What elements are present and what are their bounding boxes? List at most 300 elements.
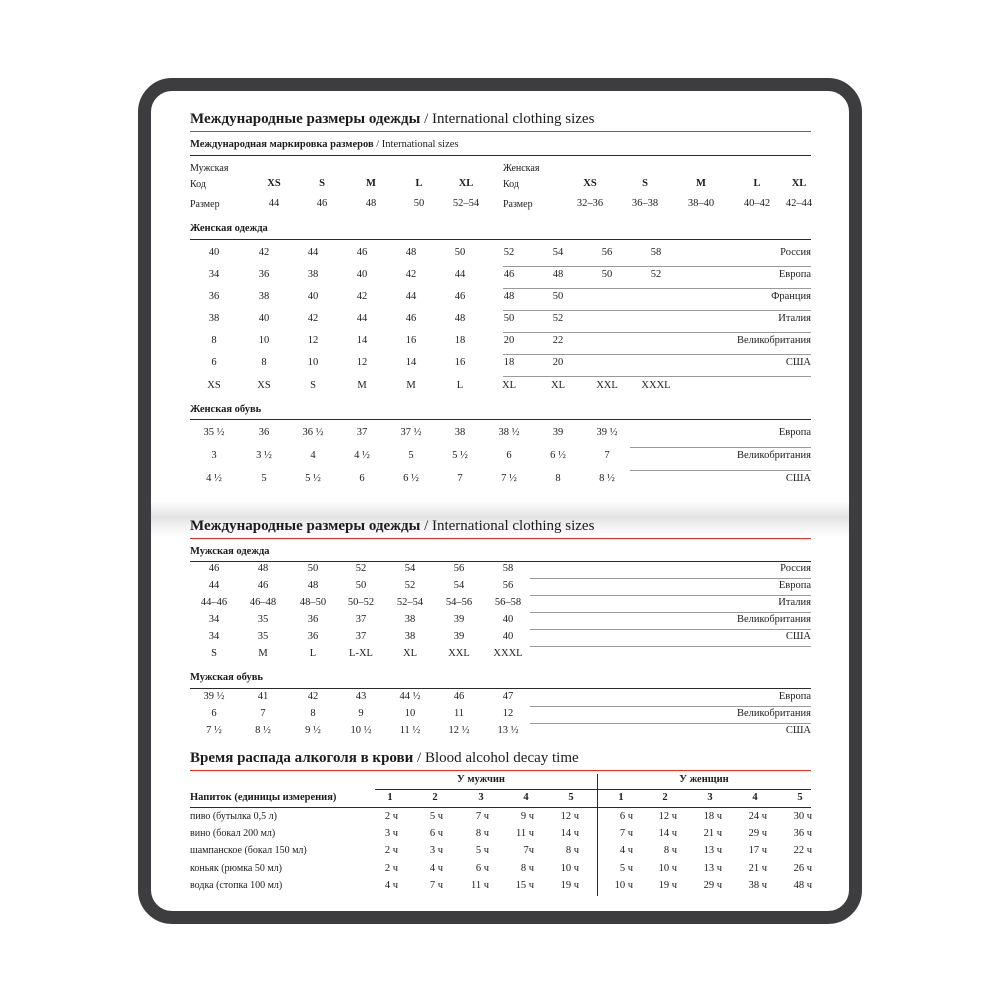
women-shoes-cell: 3: [211, 450, 217, 461]
women-size: 42–44: [785, 198, 813, 209]
men-shoes-cell: 7: [260, 708, 266, 719]
men-time: 4 ч: [429, 863, 443, 874]
men-time: 8 ч: [520, 863, 534, 874]
country-label: Россия: [780, 563, 811, 574]
country-label: Европа: [778, 269, 811, 280]
men-clothing-cell: 39: [453, 614, 465, 625]
men-shoes-cell: 44 ½: [399, 691, 421, 702]
women-time: 13 ч: [703, 863, 722, 874]
women-clothing-cell: 46: [356, 247, 368, 258]
women-shoes-cell: 38: [454, 427, 466, 438]
country-label: Европа: [778, 580, 811, 591]
women-clothing-cell: 38: [258, 291, 270, 302]
women-clothing-heading: Женская одежда: [190, 223, 268, 234]
men-clothing-cell: 37: [355, 631, 367, 642]
country-label: США: [785, 357, 811, 368]
row-divider: [530, 578, 811, 579]
men-shoes-cell: 10 ½: [350, 725, 372, 736]
women-unit-header: 3: [707, 792, 713, 803]
women-time: 7 ч: [619, 828, 633, 839]
women-time: 8 ч: [663, 845, 677, 856]
row-divider: [503, 376, 811, 377]
women-clothing-cell: 16: [454, 357, 466, 368]
men-clothing-cell: 40: [502, 631, 514, 642]
alcohol-title: [190, 750, 579, 767]
women-time: 17 ч: [748, 845, 767, 856]
women-size: 36–38: [631, 198, 659, 209]
women-clothing-cell: 20: [503, 335, 515, 346]
men-shoes-cell: 10: [404, 708, 416, 719]
women-shoes-cell: 37: [356, 427, 368, 438]
section1-title-en: / International clothing sizes: [420, 111, 595, 127]
row-divider: [530, 629, 811, 630]
women-shoes-cell: 6: [359, 473, 365, 484]
women-shoes-cell: 5: [408, 450, 414, 461]
men-clothing-cell: 38: [404, 614, 416, 625]
country-label: Франция: [771, 291, 811, 302]
country-label: Европа: [778, 691, 811, 702]
row-divider: [530, 612, 811, 613]
women-time: 38 ч: [748, 880, 767, 891]
women-clothing-cell: 48: [552, 269, 564, 280]
country-label: Европа: [778, 427, 811, 438]
women-shoes-cell: 36 ½: [302, 427, 324, 438]
women-clothing-cell: 36: [258, 269, 270, 280]
men-time: 8 ч: [565, 845, 579, 856]
country-label: США: [785, 473, 811, 484]
women-clothing-cell: 6: [211, 357, 217, 368]
row-divider: [530, 646, 811, 647]
drink-label: вино (бокал 200 мл): [190, 828, 276, 839]
alcohol-header-rule: [190, 807, 811, 808]
women-size: 40–42: [743, 198, 771, 209]
men-time: 7 ч: [475, 811, 489, 822]
men-clothing-cell: 39: [453, 631, 465, 642]
section1-title-rule: [190, 131, 811, 132]
men-clothing-cell: 56: [453, 563, 465, 574]
women-size: 32–36: [576, 198, 604, 209]
men-shoes-heading: Мужская обувь: [190, 672, 263, 683]
men-clothing-cell: XL: [403, 648, 417, 659]
women-clothing-cell: XXXL: [641, 380, 671, 391]
women-clothing-cell: 46: [405, 313, 417, 324]
men-size: 50: [413, 198, 425, 209]
women-time: 36 ч: [793, 828, 812, 839]
men-clothing-cell: 46: [257, 580, 269, 591]
women-clothing-cell: 38: [208, 313, 220, 324]
women-clothing-cell: 10: [258, 335, 270, 346]
women-code: M: [696, 178, 706, 189]
women-label: Женская: [503, 163, 540, 174]
country-label: Великобритания: [737, 708, 811, 719]
section2-title-en: / International clothing sizes: [420, 518, 595, 534]
men-clothing-cell: 52: [355, 563, 367, 574]
men-time: 7 ч: [429, 880, 443, 891]
women-clothing-cell: 44: [405, 291, 417, 302]
men-clothing-cell: 52: [404, 580, 416, 591]
women-clothing-cell: 36: [208, 291, 220, 302]
men-time: 11 ч: [515, 828, 534, 839]
intl-sizes-heading-ru: Международная маркировка размеров: [190, 139, 374, 150]
men-time: 3 ч: [384, 828, 398, 839]
women-clothing-cell: XS: [257, 380, 271, 391]
country-label: Великобритания: [737, 450, 811, 461]
men-time: 6 ч: [429, 828, 443, 839]
country-label: США: [785, 725, 811, 736]
men-clothing-cell: 50: [307, 563, 319, 574]
women-clothing-cell: 22: [552, 335, 564, 346]
men-clothing-cell: 34: [208, 631, 220, 642]
women-clothing-cell: 50: [601, 269, 613, 280]
women-clothing-cell: XL: [502, 380, 516, 391]
women-clothing-cell: 42: [307, 313, 319, 324]
country-label: Россия: [780, 247, 811, 258]
men-shoes-cell: 43: [355, 691, 367, 702]
women-clothing-cell: M: [357, 380, 367, 391]
men-time: 7ч: [523, 845, 534, 856]
men-clothing-cell: L-XL: [349, 648, 373, 659]
men-group-header: У мужчин: [457, 774, 505, 785]
section1-title: [190, 111, 594, 128]
women-clothing-cell: 48: [405, 247, 417, 258]
women-clothing-cell: 38: [307, 269, 319, 280]
men-time: 2 ч: [384, 845, 398, 856]
men-shoes-cell: 9: [358, 708, 364, 719]
women-clothing-cell: 14: [356, 335, 368, 346]
women-clothing-cell: XXL: [596, 380, 618, 391]
men-clothing-cell: 52–54: [396, 597, 424, 608]
women-shoes-cell: 7: [457, 473, 463, 484]
women-clothing-cell: 18: [454, 335, 466, 346]
women-shoes-cell: 7: [604, 450, 610, 461]
row-divider: [530, 723, 811, 724]
men-time: 2 ч: [384, 863, 398, 874]
women-clothing-cell: 52: [552, 313, 564, 324]
women-clothing-cell: 40: [208, 247, 220, 258]
alcohol-title-ru: Время распада алкоголя в крови: [190, 750, 414, 766]
row-divider: [503, 332, 811, 333]
women-clothing-cell: 54: [552, 247, 564, 258]
men-clothing-cell: 37: [355, 614, 367, 625]
men-clothing-cell: L: [309, 648, 317, 659]
women-code: XL: [791, 178, 807, 189]
men-unit-header: 4: [523, 792, 529, 803]
men-time: 6 ч: [475, 863, 489, 874]
men-clothing-cell: 54: [453, 580, 465, 591]
women-clothing-cell: 50: [454, 247, 466, 258]
men-unit-header: 2: [432, 792, 438, 803]
women-clothing-cell: 52: [650, 269, 662, 280]
men-unit-header: 3: [478, 792, 484, 803]
women-clothing-cell: 40: [258, 313, 270, 324]
women-shoes-cell: 37 ½: [400, 427, 422, 438]
drink-label: коньяк (рюмка 50 мл): [190, 863, 283, 874]
country-label: США: [785, 631, 811, 642]
women-unit-header: 4: [752, 792, 758, 803]
men-code: L: [415, 178, 423, 189]
women-time: 19 ч: [658, 880, 677, 891]
women-shoes-cell: 8 ½: [599, 473, 615, 484]
men-time: 8 ч: [475, 828, 489, 839]
drink-label: пиво (бутылка 0,5 л): [190, 811, 277, 822]
row-divider: [530, 595, 811, 596]
row-divider: [503, 354, 811, 355]
women-clothing-cell: 42: [356, 291, 368, 302]
women-unit-header: 1: [618, 792, 624, 803]
men-size: 44: [268, 198, 280, 209]
men-clothing-cell: 58: [502, 563, 514, 574]
women-clothing-cell: 46: [503, 269, 515, 280]
women-shoes-cell: 35 ½: [203, 427, 225, 438]
women-time: 29 ч: [703, 880, 722, 891]
group-header-rule: [375, 789, 811, 790]
men-clothing-cell: 40: [502, 614, 514, 625]
section1-title-ru: Международные размеры одежды: [190, 111, 421, 127]
men-clothing-cell: 48: [307, 580, 319, 591]
women-code: L: [753, 178, 761, 189]
intl-sizes-rule: [190, 155, 811, 156]
men-clothing-cell: 50: [355, 580, 367, 591]
men-size: 52–54: [452, 198, 480, 209]
row-divider: [630, 447, 811, 448]
women-shoes-cell: 6 ½: [550, 450, 566, 461]
men-shoes-cell: 8 ½: [255, 725, 271, 736]
men-clothing-cell: M: [258, 648, 268, 659]
women-shoes-cell: 39: [552, 427, 564, 438]
men-time: 14 ч: [560, 828, 579, 839]
men-clothing-cell: 50–52: [347, 597, 375, 608]
women-clothing-cell: 44: [356, 313, 368, 324]
row-divider: [503, 310, 811, 311]
alcohol-title-en: / Blood alcohol decay time: [413, 750, 579, 766]
men-clothing-cell: 56: [502, 580, 514, 591]
men-clothing-cell: 56–58: [494, 597, 522, 608]
notebook-page: [138, 78, 862, 924]
women-clothing-cell: 12: [307, 335, 319, 346]
women-time: 48 ч: [793, 880, 812, 891]
drink-header: Напиток (единицы измерения): [190, 792, 337, 803]
women-shoes-cell: 6: [506, 450, 512, 461]
men-shoes-cell: 8: [310, 708, 316, 719]
men-time: 11 ч: [470, 880, 489, 891]
men-clothing-cell: 46: [208, 563, 220, 574]
men-clothing-cell: 34: [208, 614, 220, 625]
men-shoes-cell: 46: [453, 691, 465, 702]
women-clothing-cell: 44: [307, 247, 319, 258]
women-time: 10 ч: [658, 863, 677, 874]
women-shoes-cell: 3 ½: [256, 450, 272, 461]
men-clothing-cell: XXL: [448, 648, 470, 659]
men-shoes-cell: 12: [502, 708, 514, 719]
women-clothing-cell: 52: [503, 247, 515, 258]
men-shoes-rule: [190, 688, 811, 689]
women-clothing-cell: 46: [454, 291, 466, 302]
women-time: 21 ч: [748, 863, 767, 874]
women-clothing-cell: L: [456, 380, 464, 391]
women-time: 10 ч: [614, 880, 633, 891]
men-code: XL: [458, 178, 474, 189]
women-clothing-cell: XS: [207, 380, 221, 391]
women-clothing-cell: 40: [307, 291, 319, 302]
women-time: 5 ч: [619, 863, 633, 874]
women-shoes-cell: 5: [261, 473, 267, 484]
women-unit-header: 5: [797, 792, 803, 803]
women-clothing-cell: 8: [211, 335, 217, 346]
women-shoes-cell: 5 ½: [305, 473, 321, 484]
men-clothing-cell: 54–56: [445, 597, 473, 608]
women-unit-header: 2: [662, 792, 668, 803]
men-unit-header: 1: [387, 792, 393, 803]
men-shoes-cell: 6: [211, 708, 217, 719]
men-clothing-cell: 35: [257, 614, 269, 625]
country-label: Великобритания: [737, 614, 811, 625]
men-time: 10 ч: [560, 863, 579, 874]
country-label: Италия: [778, 597, 811, 608]
men-time: 5 ч: [429, 811, 443, 822]
men-clothing-cell: 54: [404, 563, 416, 574]
country-label: Италия: [778, 313, 811, 324]
women-clothing-cell: 14: [405, 357, 417, 368]
women-time: 12 ч: [658, 811, 677, 822]
row-divider: [530, 706, 811, 707]
women-shoes-heading: Женская обувь: [190, 404, 262, 415]
men-clothing-cell: 46–48: [249, 597, 277, 608]
women-clothing-cell: 50: [552, 291, 564, 302]
men-shoes-cell: 11: [453, 708, 465, 719]
women-time: 13 ч: [703, 845, 722, 856]
women-size-label: Размер: [503, 199, 533, 210]
women-shoes-cell: 38 ½: [498, 427, 520, 438]
women-clothing-cell: 56: [601, 247, 613, 258]
men-label: Мужская: [190, 163, 229, 174]
men-shoes-cell: 9 ½: [305, 725, 321, 736]
row-divider: [503, 288, 811, 289]
women-size: 38–40: [687, 198, 715, 209]
men-clothing-cell: 36: [307, 631, 319, 642]
women-clothing-cell: 40: [356, 269, 368, 280]
men-clothing-cell: 44: [208, 580, 220, 591]
women-clothing-cell: S: [310, 380, 316, 391]
women-time: 4 ч: [619, 845, 633, 856]
women-clothing-cell: XL: [551, 380, 565, 391]
women-clothing-cell: 48: [503, 291, 515, 302]
men-shoes-cell: 11 ½: [399, 725, 421, 736]
men-clothing-heading: Мужская одежда: [190, 546, 270, 557]
section2-title-ru: Международные размеры одежды: [190, 518, 421, 534]
women-shoes-cell: 6 ½: [403, 473, 419, 484]
women-time: 24 ч: [748, 811, 767, 822]
men-clothing-cell: 35: [257, 631, 269, 642]
drink-label: водка (стопка 100 мл): [190, 880, 283, 891]
men-code: XS: [267, 178, 281, 189]
women-clothing-cell: 10: [307, 357, 319, 368]
women-clothing-cell: 42: [258, 247, 270, 258]
women-clothing-rule: [190, 239, 811, 240]
men-time: 3 ч: [429, 845, 443, 856]
men-time: 15 ч: [515, 880, 534, 891]
men-shoes-cell: 41: [257, 691, 269, 702]
women-shoes-cell: 4 ½: [354, 450, 370, 461]
women-time: 29 ч: [748, 828, 767, 839]
women-shoes-cell: 5 ½: [452, 450, 468, 461]
women-clothing-cell: 16: [405, 335, 417, 346]
men-time: 19 ч: [560, 880, 579, 891]
women-clothing-cell: 34: [208, 269, 220, 280]
men-unit-header: 5: [568, 792, 574, 803]
women-shoes-cell: 7 ½: [501, 473, 517, 484]
women-time: 6 ч: [619, 811, 633, 822]
men-shoes-cell: 39 ½: [203, 691, 225, 702]
men-code: S: [319, 178, 325, 189]
men-time: 12 ч: [560, 811, 579, 822]
women-shoes-cell: 36: [258, 427, 270, 438]
alcohol-title-rule: [190, 770, 811, 771]
women-clothing-cell: 18: [503, 357, 515, 368]
men-shoes-cell: 42: [307, 691, 319, 702]
women-shoes-cell: 39 ½: [596, 427, 618, 438]
women-time: 14 ч: [658, 828, 677, 839]
section2-title: [190, 518, 594, 535]
men-clothing-cell: XXXL: [493, 648, 523, 659]
women-clothing-cell: M: [406, 380, 416, 391]
women-time: 21 ч: [703, 828, 722, 839]
women-clothing-cell: 48: [454, 313, 466, 324]
men-code-label: Код: [190, 179, 206, 190]
country-label: Великобритания: [737, 335, 811, 346]
men-size: 46: [316, 198, 328, 209]
intl-sizes-heading-en: / International sizes: [373, 139, 459, 150]
men-shoes-cell: 47: [502, 691, 514, 702]
men-clothing-rule: [190, 561, 811, 562]
women-clothing-cell: 42: [405, 269, 417, 280]
men-size-label: Размер: [190, 199, 220, 210]
women-code-label: Код: [503, 179, 519, 190]
men-shoes-cell: 13 ½: [497, 725, 519, 736]
women-time: 30 ч: [793, 811, 812, 822]
section2-title-rule: [190, 538, 811, 539]
women-shoes-cell: 4: [310, 450, 316, 461]
men-time: 9 ч: [520, 811, 534, 822]
men-shoes-cell: 12 ½: [448, 725, 470, 736]
women-clothing-cell: 50: [503, 313, 515, 324]
women-time: 26 ч: [793, 863, 812, 874]
women-clothing-cell: 12: [356, 357, 368, 368]
men-clothing-cell: 36: [307, 614, 319, 625]
row-divider: [503, 266, 811, 267]
women-code: S: [642, 178, 648, 189]
row-divider: [630, 470, 811, 471]
men-clothing-cell: S: [211, 648, 217, 659]
women-clothing-cell: 8: [261, 357, 267, 368]
women-group-header: У женщин: [679, 774, 729, 785]
men-time: 2 ч: [384, 811, 398, 822]
men-time: 5 ч: [475, 845, 489, 856]
men-clothing-cell: 38: [404, 631, 416, 642]
women-code: XS: [583, 178, 597, 189]
women-clothing-cell: 58: [650, 247, 662, 258]
women-clothing-cell: 20: [552, 357, 564, 368]
women-shoes-cell: 4 ½: [206, 473, 222, 484]
men-clothing-cell: 48–50: [299, 597, 327, 608]
men-clothing-cell: 48: [257, 563, 269, 574]
men-size: 48: [365, 198, 377, 209]
women-time: 18 ч: [703, 811, 722, 822]
drink-label: шампанское (бокал 150 мл): [190, 845, 307, 856]
men-code: M: [366, 178, 376, 189]
women-clothing-cell: 44: [454, 269, 466, 280]
women-shoes-rule: [190, 419, 811, 420]
men-time: 4 ч: [384, 880, 398, 891]
